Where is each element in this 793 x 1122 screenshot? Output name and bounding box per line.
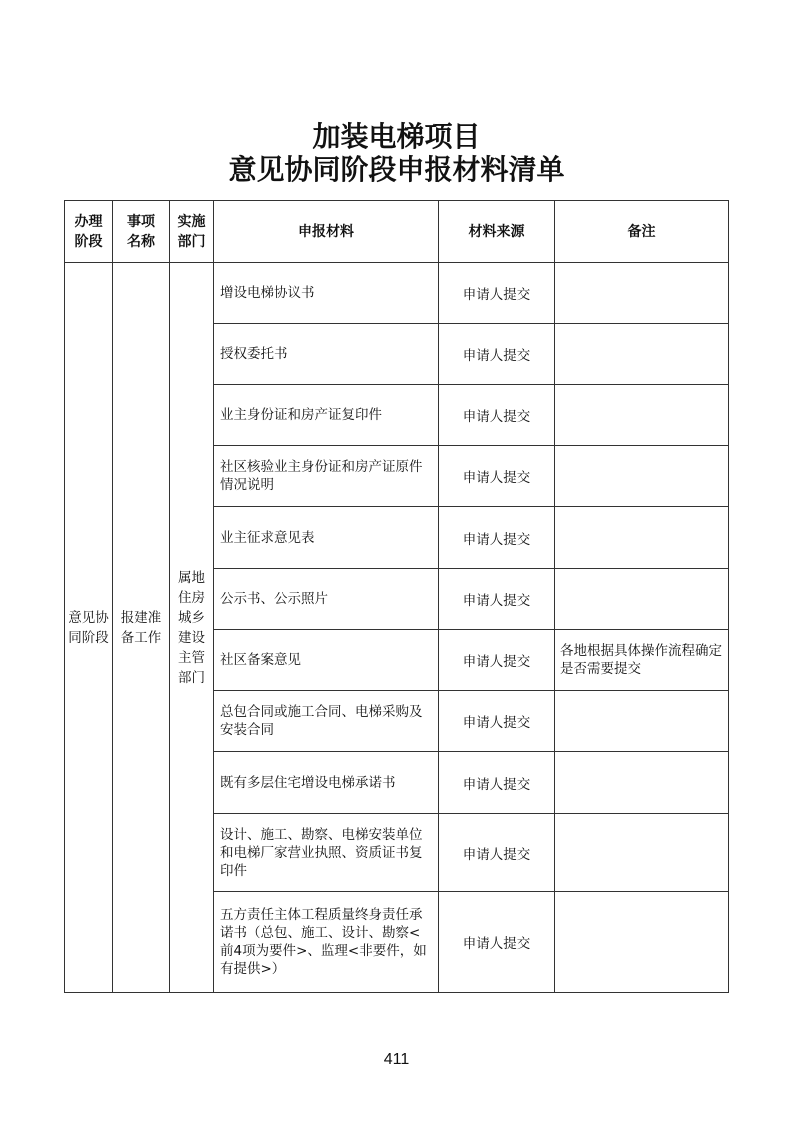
material-cell: 总包合同或施工合同、电梯采购及安装合同 (214, 691, 439, 752)
source-cell: 申请人提交 (439, 507, 555, 569)
header-item: 事项名称 (113, 201, 170, 263)
note-cell (555, 507, 729, 569)
document-title-line1: 加装电梯项目 (312, 120, 481, 153)
material-cell: 社区核验业主身份证和房产证原件情况说明 (214, 446, 439, 507)
header-stage: 办理阶段 (65, 201, 113, 263)
table-header-row (65, 201, 729, 263)
material-cell: 设计、施工、勘察、电梯安装单位和电梯厂家营业执照、资质证书复印件 (214, 814, 439, 892)
source-cell: 申请人提交 (439, 385, 555, 446)
note-cell (555, 892, 729, 993)
source-cell: 申请人提交 (439, 569, 555, 630)
header-note: 备注 (555, 201, 729, 263)
source-cell: 申请人提交 (439, 263, 555, 324)
material-cell: 五方责任主体工程质量终身责任承诺书（总包、施工、设计、勘察<前4项为要件>、监理<非要件，如有提供>） (214, 892, 439, 993)
note-cell (555, 385, 729, 446)
note-cell: 各地根据具体操作流程确定是否需要提交 (555, 630, 729, 691)
source-cell: 申请人提交 (439, 752, 555, 814)
note-cell (555, 814, 729, 892)
header-source: 材料来源 (439, 201, 555, 263)
source-cell: 申请人提交 (439, 814, 555, 892)
stage-cell: 意见协同阶段 (65, 263, 113, 993)
header-material: 申报材料 (214, 201, 439, 263)
note-cell (555, 752, 729, 814)
material-cell: 公示书、公示照片 (214, 569, 439, 630)
material-cell: 授权委托书 (214, 324, 439, 385)
header-department: 实施部门 (170, 201, 214, 263)
material-cell: 既有多层住宅增设电梯承诺书 (214, 752, 439, 814)
document-title-line2: 意见协同阶段申报材料清单 (228, 153, 565, 186)
material-cell: 业主身份证和房产证复印件 (214, 385, 439, 446)
source-cell: 申请人提交 (439, 446, 555, 507)
source-cell: 申请人提交 (439, 892, 555, 993)
material-cell: 增设电梯协议书 (214, 263, 439, 324)
source-cell: 申请人提交 (439, 630, 555, 691)
note-cell (555, 569, 729, 630)
page-number: 411 (383, 1051, 410, 1068)
note-cell (555, 691, 729, 752)
item-cell: 报建准备工作 (113, 263, 170, 993)
table-row (65, 263, 729, 324)
department-cell: 属地住房城乡建设主管部门 (170, 263, 214, 993)
material-cell: 业主征求意见表 (214, 507, 439, 569)
note-cell (555, 324, 729, 385)
source-cell: 申请人提交 (439, 324, 555, 385)
note-cell (555, 446, 729, 507)
source-cell: 申请人提交 (439, 691, 555, 752)
material-cell: 社区备案意见 (214, 630, 439, 691)
note-cell (555, 263, 729, 324)
materials-table (64, 200, 729, 993)
